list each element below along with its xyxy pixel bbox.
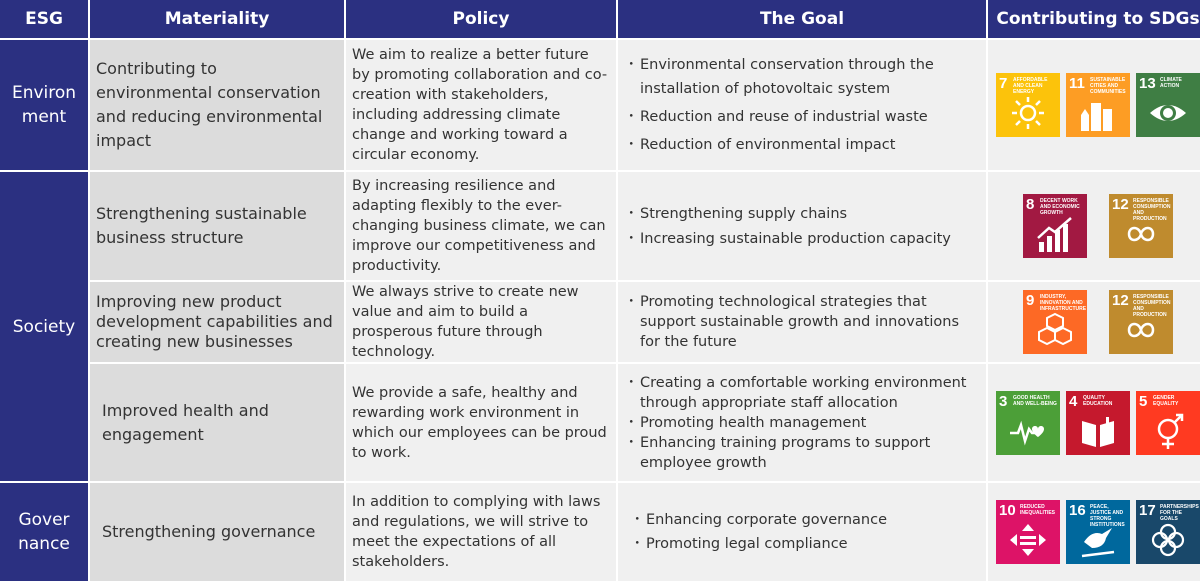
heartbeat-icon xyxy=(1008,413,1048,449)
goal-list xyxy=(634,506,976,558)
sdg-goal-5-icon xyxy=(1136,391,1200,455)
sdg-goal-3-icon xyxy=(996,391,1060,455)
sdg-label: REDUCED INEQUALITIES xyxy=(1020,504,1056,516)
header-materiality: Materiality xyxy=(90,0,344,38)
dove-icon xyxy=(1078,522,1118,558)
sdg-goal-17-icon xyxy=(1136,500,1200,564)
goal-list xyxy=(628,49,976,161)
sdg-goal-8-icon xyxy=(1023,194,1087,258)
sdg-goal-12-icon xyxy=(1109,194,1173,258)
sdg-icons xyxy=(988,483,1200,581)
eye-globe-icon xyxy=(1148,95,1188,131)
sdg-goal-4-icon xyxy=(1066,391,1130,455)
goal-item: ・ Reduction of environmental impact xyxy=(628,133,976,157)
sdg-goal-10-icon xyxy=(996,500,1060,564)
sdg-number: 9 xyxy=(1026,292,1035,309)
sdg-number: 13 xyxy=(1139,75,1156,92)
goal-item: ・ Increasing sustainable production capacity xyxy=(628,229,976,249)
goal-item: ・ Promoting technological strategies that support sustainable growth and innovations for the future xyxy=(628,292,976,352)
goal-cell xyxy=(618,282,986,362)
sdg-icons xyxy=(988,172,1200,280)
infinity-icon xyxy=(1121,312,1161,348)
sdg-goal-12-icon xyxy=(1109,290,1173,354)
growth-chart-icon xyxy=(1035,216,1075,252)
sdg-goal-7-icon xyxy=(996,73,1060,137)
goal-cell xyxy=(618,364,986,481)
sdg-label: INDUSTRY, INNOVATION AND INFRASTRUCTURE xyxy=(1040,294,1087,312)
esg-society: Society xyxy=(0,172,88,481)
sdg-goal-16-icon xyxy=(1066,500,1130,564)
sdg-label: PEACE, JUSTICE AND STRONG INSTITUTIONS xyxy=(1090,504,1125,528)
sdg-icons xyxy=(988,40,1200,170)
goal-list xyxy=(628,373,976,473)
goal-item: ・ Strengthening supply chains xyxy=(628,204,976,224)
sdg-number: 8 xyxy=(1026,196,1035,213)
city-icon xyxy=(1078,95,1118,131)
sdg-number: 12 xyxy=(1112,196,1129,213)
goal-item: ・ Promoting legal compliance xyxy=(634,534,976,554)
sdg-number: 12 xyxy=(1112,292,1129,309)
header-goal: The Goal xyxy=(618,0,986,38)
sdg-goal-9-icon xyxy=(1023,290,1087,354)
goal-list xyxy=(628,199,976,254)
goal-cell xyxy=(618,483,986,581)
sdg-label: GENDER EQUALITY xyxy=(1153,394,1179,407)
sdg-label: PARTNERSHIPS FOR THE GOALS xyxy=(1160,504,1199,522)
sun-icon xyxy=(1008,95,1048,131)
header-policy: Policy xyxy=(346,0,616,38)
sdg-label: AFFORDABLE AND CLEAN ENERGY xyxy=(1013,77,1048,95)
sdg-number: 16 xyxy=(1069,502,1086,519)
esg-governance: Gover nance xyxy=(0,483,88,581)
sdg-label: DECENT WORK AND ECONOMIC GROWTH xyxy=(1040,198,1080,216)
sdg-label: RESPONSIBLE CONSUMPTION AND PRODUCTION xyxy=(1133,294,1171,318)
materiality-cell: Improved health and engagement xyxy=(90,364,344,481)
goal-list xyxy=(628,292,976,352)
header-esg: ESG xyxy=(0,0,88,38)
equality-icon xyxy=(1008,522,1048,558)
sdg-number: 17 xyxy=(1139,502,1156,519)
materiality-cell: Contributing to environmental conservation and reducing environmental impact xyxy=(90,40,344,170)
policy-cell: We always strive to create new value and aim to build a prosperous future through technology. xyxy=(346,282,616,362)
goal-item: ・ Enhancing corporate governance xyxy=(634,510,976,530)
sdg-number: 11 xyxy=(1069,75,1085,92)
infinity-icon xyxy=(1121,216,1161,252)
goal-item: ・ Reduction and reuse of industrial waste xyxy=(628,105,976,129)
policy-cell: In addition to complying with laws and regulations, we will strive to meet the expectations of all stakeholders. xyxy=(346,483,616,581)
esg-environment: Environ ment xyxy=(0,40,88,170)
sdg-icons xyxy=(988,364,1200,481)
sdg-label: SUSTAINABLE CITIES AND COMMUNITIES xyxy=(1090,77,1126,95)
goal-cell xyxy=(618,172,986,280)
sdg-goal-11-icon xyxy=(1066,73,1130,137)
policy-cell: By increasing resilience and adapting flexibly to the ever-changing business climate, we can improve our competitiveness and productivity. xyxy=(346,172,616,280)
sdg-label: CLIMATE ACTION xyxy=(1160,77,1182,89)
materiality-cell: Improving new product development capabilities and creating new businesses xyxy=(90,282,344,362)
sdg-number: 4 xyxy=(1069,392,1078,410)
sdg-label: QUALITY EDUCATION xyxy=(1083,394,1113,407)
goal-item: ・ Enhancing training programs to support employee growth xyxy=(628,433,976,473)
book-icon xyxy=(1078,413,1118,449)
goal-item: ・ Creating a comfortable working environment through appropriate staff allocation xyxy=(628,373,976,413)
sdg-label: RESPONSIBLE CONSUMPTION AND PRODUCTION xyxy=(1133,198,1171,222)
sdg-goal-13-icon xyxy=(1136,73,1200,137)
sdg-number: 7 xyxy=(999,75,1008,92)
sdg-number: 3 xyxy=(999,392,1008,410)
sdg-icons xyxy=(988,282,1200,362)
gender-icon xyxy=(1148,413,1188,449)
sdg-number: 5 xyxy=(1139,392,1148,410)
goal-item: ・ Environmental conservation through the installation of photovoltaic system xyxy=(628,53,976,101)
goal-cell xyxy=(618,40,986,170)
cubes-icon xyxy=(1035,312,1075,348)
sdg-number: 10 xyxy=(999,502,1016,519)
policy-cell: We provide a safe, healthy and rewarding work environment in which our employees can be proud to work. xyxy=(346,364,616,481)
flower-icon xyxy=(1148,522,1188,558)
goal-item: ・ Promoting health management xyxy=(628,413,976,433)
materiality-cell: Strengthening sustainable business structure xyxy=(90,172,344,280)
policy-cell: We aim to realize a better future by promoting collaboration and co-creation with stakeholders, including addressing climate change and working toward a circular economy. xyxy=(346,40,616,170)
sdg-label: GOOD HEALTH AND WELL-BEING xyxy=(1013,394,1057,407)
materiality-cell: Strengthening governance xyxy=(90,483,344,581)
header-sdgs: Contributing to SDGs xyxy=(988,0,1200,38)
